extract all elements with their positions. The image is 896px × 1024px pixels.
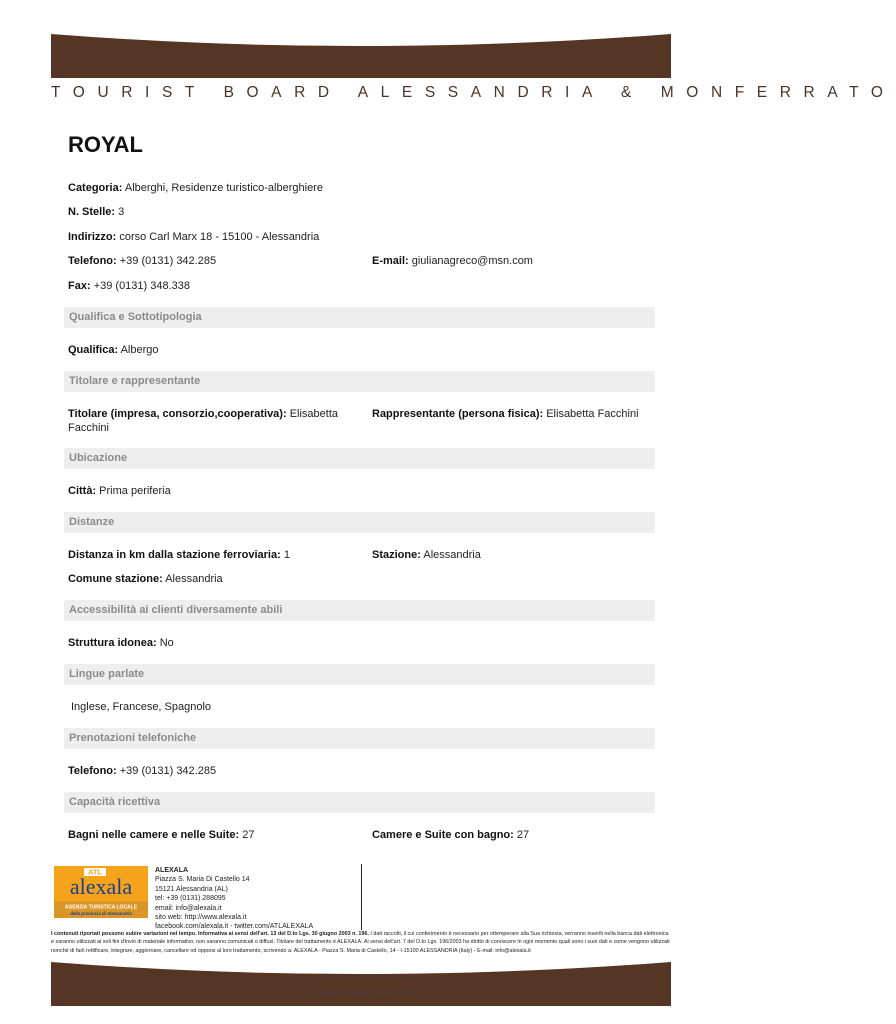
field-qualifica: Qualifica: Albergo [68,344,159,356]
org-website[interactable]: sito web: http://www.alexala.it [155,914,247,922]
field-email: E-mail: giulianagreco@msn.com [372,255,533,267]
field-struttura-idonea: Struttura idonea: No [68,637,174,649]
section-distanze-heading: Distanze [64,512,655,533]
alexala-logo [54,866,148,918]
org-address-line2: 15121 Alessandria (AL) [155,885,228,893]
org-contacts [155,866,313,932]
field-telefono: Telefono: +39 (0131) 342.285 [68,255,217,267]
section-prenotazioni-heading: Prenotazioni telefoniche [64,728,655,749]
org-address-line1: Piazza S. Maria Di Castello 14 [155,876,250,884]
org-tel: tel: +39 (0131) 288095 [155,895,226,903]
field-distanza: Distanza in km dalla stazione ferroviaria: 1 [68,549,290,561]
svg-text:ATL: ATL [87,867,103,877]
field-fax: Fax: +39 (0131) 348.338 [68,280,191,292]
field-titolare: Titolare (impresa, consorzio,cooperativa): Elisabetta Facchini [68,408,339,434]
privacy-disclaimer: I contenuti riportati possono subire variazioni nel tempo. Informativa ai sensi dell'art. 13 del D.to Lgs. 30 giugno 2003 n. 196. I dati raccolti, il cui conferimento è necessario per ottemperare alla Sua richiesta, verranno inseriti nella banca dati elettronica e saranno utilizzati ai soli fini d'invio di materiale informativo, non saranno comunicati o diffusi. Titolare del trattamento è ALEXALA. Ai sensi dell'art. 7 del D.to Lgs. 196/2003 ha diritto di conoscere in ogni momento quali sono i suoi dati e come vengono utilizzati nonché di farli rettificare, integrare, aggiornare, cancellare od opporsi al loro trattamento, scrivendo a: ALEXALA - Piazza S. Maria di Castello, 14 - I-15100 ALESSANDRIA (Italy) - E-mail: info@alexala.it [51,931,670,954]
section-lingue-heading: Lingue parlate [64,664,655,685]
field-stelle: N. Stelle: 3 [68,206,125,218]
field-prenotazioni-telefono: Telefono: +39 (0131) 342.285 [68,765,217,777]
field-stazione: Stazione: Alessandria [372,549,481,561]
svg-text:alexala: alexala [69,874,133,899]
field-citta: Città: Prima periferia [68,485,171,497]
svg-text:AGENZIA TURISTICA LOCALE: AGENZIA TURISTICA LOCALE [64,904,138,911]
page-title: ROYAL [68,132,143,157]
field-indirizzo: Indirizzo: corso Carl Marx 18 - 15100 - Alessandria [68,231,320,243]
field-comune-stazione: Comune stazione: Alessandria [68,573,223,585]
section-capacita-heading: Capacità ricettiva [64,792,655,813]
footer-divider [361,864,362,930]
org-social[interactable]: facebook.com/alexala.it - twitter.com/ATLALEXALA [155,923,314,931]
footer-band [51,962,671,1006]
section-qualifica-heading: Qualifica e Sottotipologia [64,307,655,328]
section-ubicazione-heading: Ubicazione [64,448,655,469]
header-band [51,34,671,78]
org-name: ALEXALA [155,867,189,874]
field-camere: Camere e Suite con bagno: 27 [372,829,530,841]
brand-title: TOURIST BOARD ALESSANDRIA & MONFERRATO [51,84,896,101]
svg-text:della provincia di Alessandria: della provincia di Alessandria [70,911,132,916]
field-rappresentante: Rappresentante (persona fisica): Elisabetta Facchini [372,408,639,420]
page-number: Itinerario di prova – Pagina 1 / 3 [316,990,409,997]
field-lingue: Inglese, Francese, Spagnolo [71,701,212,713]
field-categoria: Categoria: Alberghi, Residenze turistico-alberghiere [68,182,323,194]
section-accessibilita-heading: Accessibilità ai clienti diversamente abili [64,600,655,621]
field-bagni: Bagni nelle camere e nelle Suite: 27 [68,829,255,841]
section-titolare-heading: Titolare e rappresentante [64,371,655,392]
org-email[interactable]: email: info@alexala.it [155,904,222,912]
